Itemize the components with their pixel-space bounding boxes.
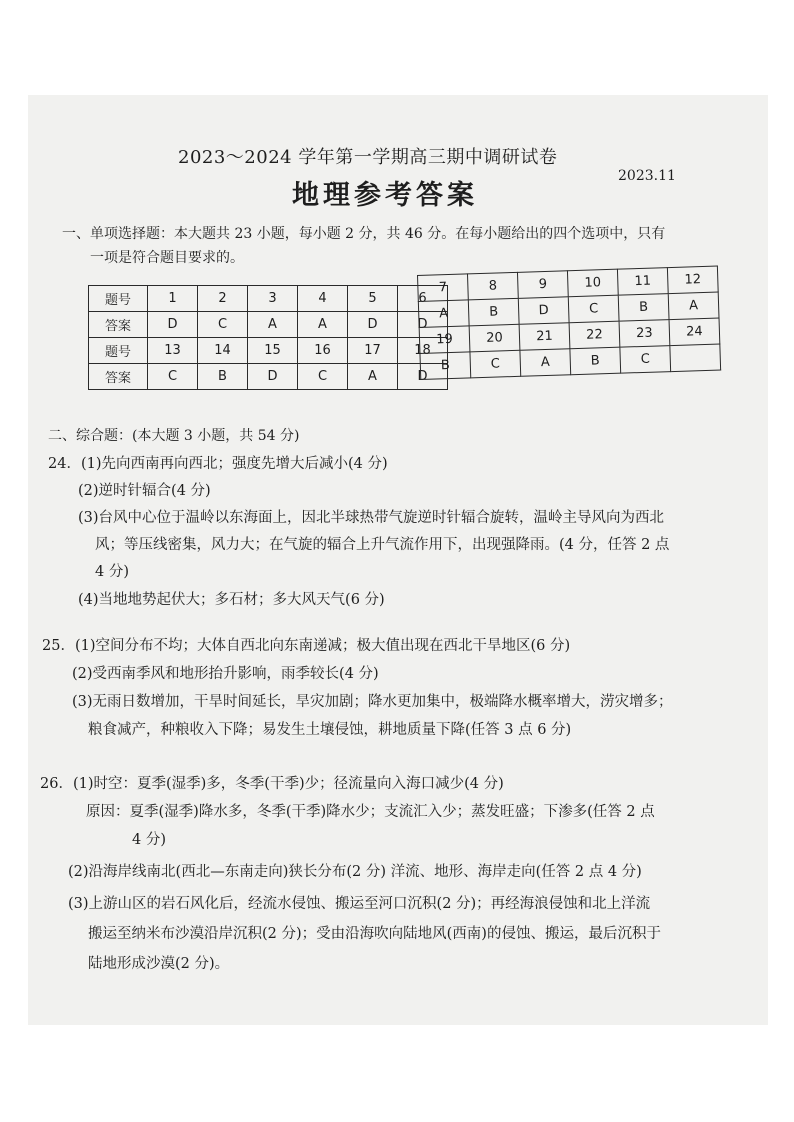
answer-cell: A bbox=[248, 312, 298, 338]
question-number: 7 bbox=[418, 274, 469, 302]
table-row bbox=[89, 286, 448, 312]
question-number: 8 bbox=[467, 272, 518, 300]
answer-cell: C bbox=[568, 295, 619, 323]
q26-line: 26．(1)时空：夏季(湿季)多，冬季(干季)少；径流量向入海口减少(4 分) bbox=[40, 776, 504, 792]
answer-cell: A bbox=[348, 364, 398, 390]
answer-cell: B bbox=[468, 298, 519, 326]
question-number: 5 bbox=[348, 286, 398, 312]
q26-line: 4 分) bbox=[132, 832, 166, 848]
answer-cell: A bbox=[520, 349, 571, 377]
answer-cell bbox=[670, 344, 721, 372]
answer-cell: A bbox=[668, 292, 719, 320]
q24-line: 4 分) bbox=[95, 564, 129, 580]
q26-line: (3)上游山区的岩石风化后，经流水侵蚀、搬运至河口沉积(2 分)；再经海浪侵蚀和北上洋流 bbox=[68, 896, 651, 912]
question-number: 9 bbox=[517, 271, 568, 299]
question-number: 17 bbox=[348, 338, 398, 364]
row-label-question: 题号 bbox=[89, 286, 148, 312]
answer-cell: A bbox=[418, 300, 469, 328]
question-number: 10 bbox=[567, 269, 618, 297]
q24-line: (3)台风中心位于温岭以东海面上，因北半球热带气旋逆时针辐合旋转，温岭主导风向为西北 bbox=[78, 510, 665, 526]
answer-cell: B bbox=[420, 352, 471, 380]
section2-heading: 二、综合题：(本大题 3 小题，共 54 分) bbox=[48, 428, 300, 444]
question-number: 20 bbox=[469, 324, 520, 352]
q24-line: (2)逆时针辐合(4 分) bbox=[78, 483, 211, 499]
question-number: 4 bbox=[298, 286, 348, 312]
answer-cell: A bbox=[298, 312, 348, 338]
question-number: 14 bbox=[198, 338, 248, 364]
answer-cell: D bbox=[398, 364, 448, 390]
question-number: 12 bbox=[667, 266, 718, 294]
exam-date: 2023.11 bbox=[618, 168, 676, 184]
q24-line: 风；等压线密集，风力大；在气旋的辐合上升气流作用下，出现强降雨。(4 分，任答 2 点 bbox=[95, 537, 670, 553]
question-number: 23 bbox=[619, 320, 670, 348]
question-number: 1 bbox=[148, 286, 198, 312]
question-number: 6 bbox=[398, 286, 448, 312]
answer-cell: B bbox=[198, 364, 248, 390]
question-number: 24 bbox=[669, 318, 720, 346]
q24-line: (4)当地地势起伏大；多石材；多大风天气(6 分) bbox=[78, 592, 385, 608]
question-number: 11 bbox=[617, 268, 668, 296]
question-number: 2 bbox=[198, 286, 248, 312]
q26-line: 陆地形成沙漠(2 分)。 bbox=[88, 956, 230, 972]
q25-line: (3)无雨日数增加，干旱时间延长，旱灾加剧；降水更加集中，极端降水概率增大，涝灾增多； bbox=[72, 694, 673, 710]
question-number: 13 bbox=[148, 338, 198, 364]
subject-title: 地理参考答案 bbox=[292, 180, 478, 211]
answer-cell: C bbox=[298, 364, 348, 390]
question-number: 22 bbox=[569, 321, 620, 349]
q25-line: 25．(1)空间分布不均；大体自西北向东南递减；极大值出现在西北干旱地区(6 分) bbox=[42, 638, 571, 654]
answer-cell: C bbox=[620, 346, 671, 374]
question-number: 15 bbox=[248, 338, 298, 364]
question-number: 16 bbox=[298, 338, 348, 364]
row-label-answer: 答案 bbox=[89, 364, 148, 390]
answer-cell: D bbox=[248, 364, 298, 390]
q26-line: 搬运至纳米布沙漠沿岸沉积(2 分)；受由沿海吹向陆地风(西南)的侵蚀、搬运，最后沉积于 bbox=[88, 926, 661, 942]
table-row bbox=[89, 312, 448, 338]
table-row bbox=[89, 338, 448, 364]
q24-line: 24．(1)先向西南再向西北；强度先增大后减小(4 分) bbox=[48, 456, 388, 472]
answer-cell: C bbox=[198, 312, 248, 338]
q25-line: 粮食减产，种粮收入下降；易发生土壤侵蚀，耕地质量下降(任答 3 点 6 分) bbox=[88, 722, 572, 738]
answer-cell: D bbox=[398, 312, 448, 338]
answer-cell: D bbox=[348, 312, 398, 338]
question-number: 18 bbox=[398, 338, 448, 364]
answer-cell: D bbox=[518, 297, 569, 325]
q25-line: (2)受西南季风和地形抬升影响，雨季较长(4 分) bbox=[72, 666, 379, 682]
row-label-answer: 答案 bbox=[89, 312, 148, 338]
question-number: 3 bbox=[248, 286, 298, 312]
section1-intro-line2: 一项是符合题目要求的。 bbox=[90, 250, 244, 266]
row-label-question: 题号 bbox=[89, 338, 148, 364]
exam-title: 2023～2024 学年第一学期高三期中调研试卷 bbox=[178, 147, 558, 168]
answer-table-right bbox=[417, 266, 721, 380]
answer-cell: B bbox=[618, 294, 669, 322]
q26-line: (2)沿海岸线南北(西北—东南走向)狭长分布(2 分) 洋流、地形、海岸走向(任答 2 点 4 分) bbox=[68, 864, 642, 880]
table-row bbox=[89, 364, 448, 390]
section1-intro-line1: 一、单项选择题：本大题共 23 小题，每小题 2 分，共 46 分。在每小题给出的四个选项中，只有 bbox=[62, 226, 666, 242]
answer-cell: B bbox=[570, 347, 621, 375]
answer-cell: C bbox=[148, 364, 198, 390]
answer-table-left bbox=[88, 285, 448, 390]
q26-line: 原因：夏季(湿季)降水多，冬季(干季)降水少；支流汇入少；蒸发旺盛；下渗多(任答 2 点 bbox=[86, 804, 655, 820]
answer-cell: C bbox=[470, 350, 521, 378]
answer-cell: D bbox=[148, 312, 198, 338]
question-number: 19 bbox=[419, 326, 470, 354]
question-number: 21 bbox=[519, 323, 570, 351]
